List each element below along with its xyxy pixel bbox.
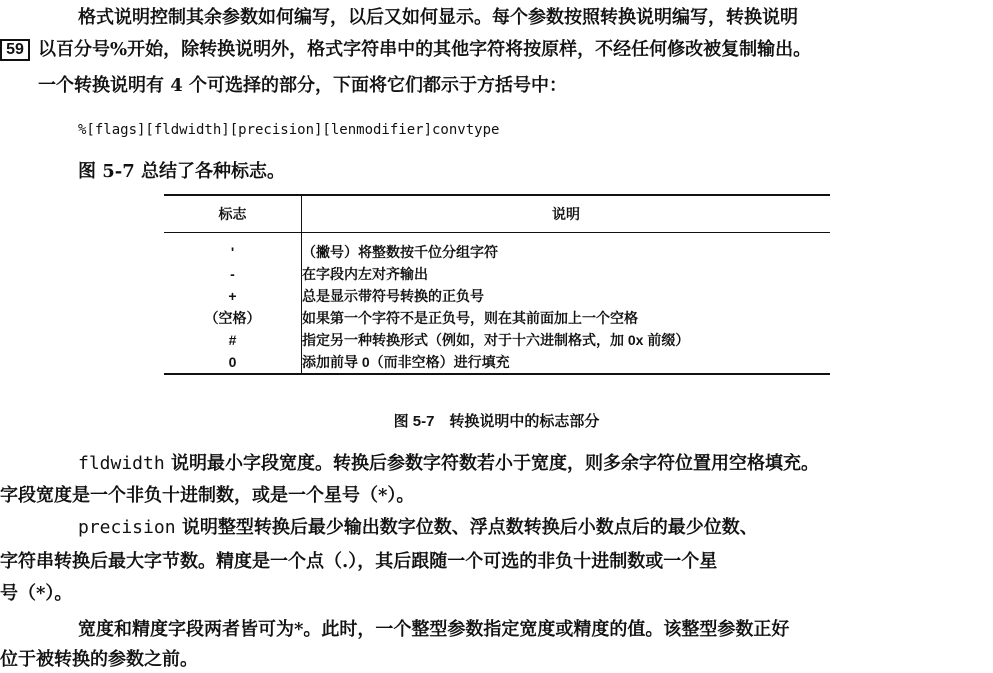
para1-line3: 一个转换说明有 4 个可选择的部分，下面将它们都示于方括号中： [38, 75, 568, 96]
flags-table [164, 194, 830, 375]
fldwidth-term: fldwidth [78, 453, 165, 474]
precision-term: precision [78, 517, 176, 538]
flag-cell: （空格） [164, 307, 302, 329]
para1-line2: 以百分号%开始，除转换说明外，格式字符串中的其他字符将按原样，不经任何修改被复制输出。 [38, 39, 812, 60]
table-row [164, 241, 830, 263]
table-row [164, 351, 830, 374]
flag-cell: - [164, 263, 302, 285]
flag-cell: 0 [164, 351, 302, 374]
header-description: 说明 [302, 195, 831, 233]
description-cell: 总是显示带符号转换的正负号 [302, 288, 484, 304]
flag-cell: # [164, 329, 302, 351]
description-cell: 指定另一种转换形式（例如，对于十六进制格式，加 0x 前缀） [302, 332, 690, 348]
description-cell: （撇号）将整数按千位分组字符 [302, 244, 498, 260]
flag-cell: + [164, 285, 302, 307]
table-row [164, 329, 830, 351]
table-row [164, 263, 830, 285]
table-spacer [164, 233, 830, 242]
figure-reference: 图 5-7 总结了各种标志。 [78, 161, 286, 182]
para4-line1: 宽度和精度字段两者皆可为*。此时，一个整型参数指定宽度或精度的值。该整型参数正好 [78, 619, 790, 640]
flag-cell: ' [164, 241, 302, 263]
description-cell: 添加前导 0（而非空格）进行填充 [302, 351, 831, 374]
table-caption: 图 5-7 转换说明中的标志部分 [393, 413, 600, 430]
table-row [164, 307, 830, 329]
header-flag: 标志 [164, 195, 302, 233]
para2-line1-text: 说明最小字段宽度。转换后参数字符数若小于宽度，则多余字符位置用空格填充。 [164, 453, 819, 474]
para3-line1-text: 说明整型转换后最少输出数字位数、浮点数转换后小数点后的最少位数、 [175, 517, 758, 538]
para3-line1 [78, 516, 758, 540]
margin-page-number: 59 [0, 39, 30, 61]
format-syntax-code: %[flags][fldwidth][precision][lenmodifier]convtype [78, 122, 500, 138]
para2-line1 [78, 452, 819, 476]
table-row [164, 285, 830, 307]
para3-line3: 号（*）。 [0, 583, 73, 604]
para3-line2: 字符串转换后最大字节数。精度是一个点（.），其后跟随一个可选的非负十进制数或一个星 [0, 551, 718, 572]
para2-line2: 字段宽度是一个非负十进制数，或是一个星号（*）。 [0, 485, 415, 506]
description-cell: 在字段内左对齐输出 [302, 266, 428, 282]
table-header-row [164, 195, 830, 233]
para1-line1: 格式说明控制其余参数如何编写，以后又如何显示。每个参数按照转换说明编写，转换说明 [78, 7, 798, 28]
description-cell: 如果第一个字符不是正负号，则在其前面加上一个空格 [302, 310, 638, 326]
para4-line2: 位于被转换的参数之前。 [0, 649, 198, 670]
